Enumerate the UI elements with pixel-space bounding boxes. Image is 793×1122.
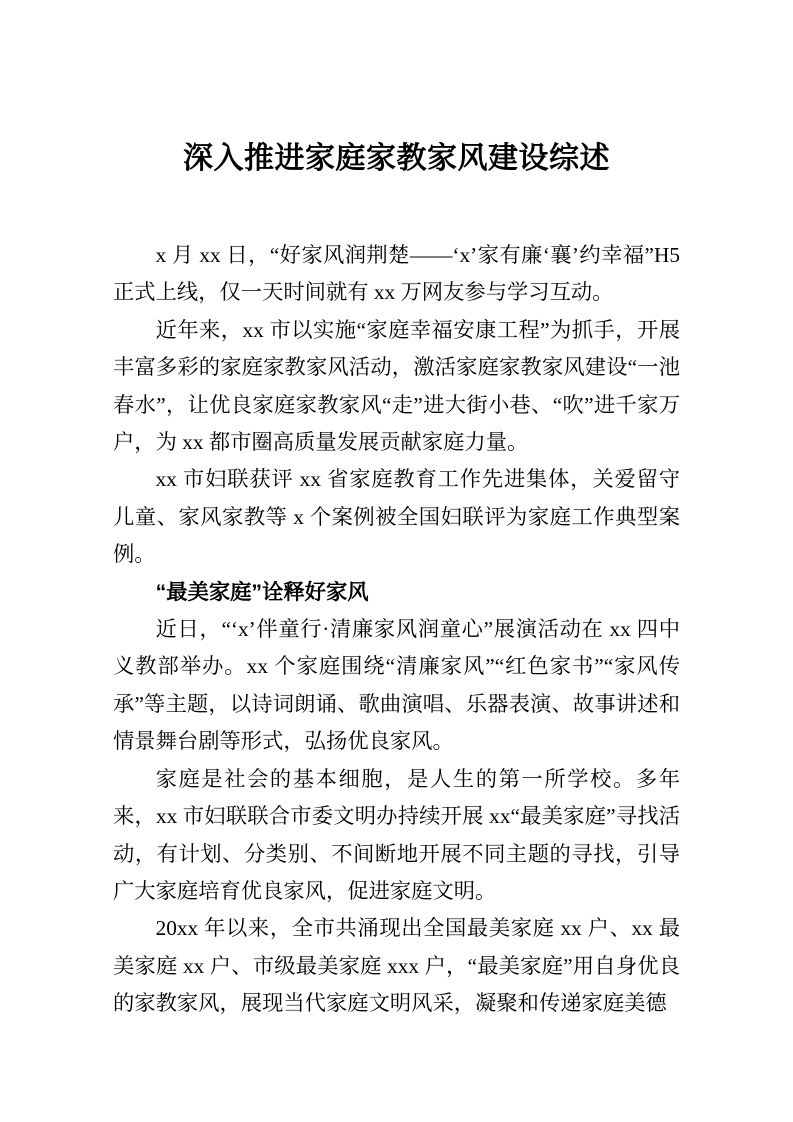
section-heading: “最美家庭”诠释好家风 (155, 579, 369, 604)
paragraph-5: 家庭是社会的基本细胞，是人生的第一所学校。多年来，xx 市妇联联合市委文明办持续开展 xx“最美家庭”寻找活动，有计划、分类别、不间断地开展不同主题的寻找，引导广大家庭培育优良家风，促进家庭文明。 (113, 766, 680, 903)
paragraph-4: 近日，“‘x’伴童行·清廉家风润童心”展演活动在 xx 四中义教部举办。xx 个家庭围绕“清廉家风”“红色家书”“家风传承”等主题，以诗词朗诵、歌曲演唱、乐器表演、故事讲述和情景舞台剧等形式，弘扬优良家风。 (113, 617, 680, 754)
paragraph-2: 近年来，xx 市以实施“家庭幸福安康工程”为抓手，开展丰富多彩的家庭家教家风活动，激活家庭家教家风建设“一池春水”，让优良家庭家教家风“走”进大街小巷、“吹”进千家万户，为 xx 都市圈高质量发展贡献家庭力量。 (113, 317, 680, 455)
paragraph-1: x 月 xx 日，“好家风润荆楚——‘x’家有廉‘襄’约幸福”H5 正式上线，仅一天时间就有 xx 万网友参与学习互动。 (113, 243, 680, 305)
document-title: 深入推进家庭家教家风建设综述 (183, 142, 610, 175)
paragraph-3: xx 市妇联获评 xx 省家庭教育工作先进集体，关爱留守儿童、家风家教等 x 个案例被全国妇联评为家庭工作典型案例。 (113, 467, 680, 567)
paragraph-6: 20xx 年以来，全市共涌现出全国最美家庭 xx 户、xx 最美家庭 xx 户、市级最美家庭 xxx 户，“最美家庭”用自身优良的家教家风，展现当代家庭文明风采，凝聚和传递家庭美德 (113, 916, 680, 1016)
